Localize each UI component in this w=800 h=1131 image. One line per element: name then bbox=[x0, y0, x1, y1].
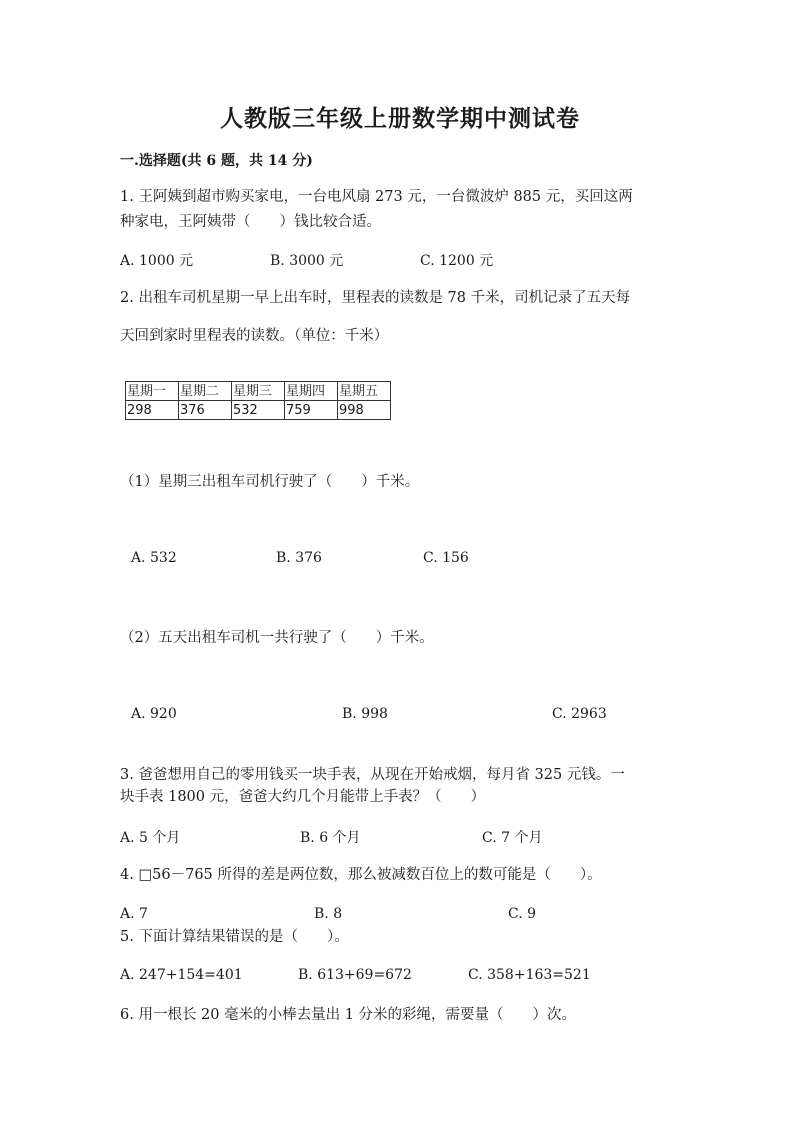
question-4-option-c: C. 9 bbox=[508, 906, 537, 922]
question-2-sub-1: （1）星期三出租车司机行驶了（ ）千米。 bbox=[120, 474, 420, 490]
table-header-row bbox=[126, 382, 391, 401]
table-header-cell: 星期一 bbox=[126, 382, 179, 401]
question-2-sub-2-option-b: B. 998 bbox=[342, 706, 388, 722]
question-4-option-a: A. 7 bbox=[120, 906, 148, 922]
table-cell: 532 bbox=[232, 401, 285, 420]
question-5-option-a: A. 247+154=401 bbox=[120, 967, 243, 983]
question-5-option-b: B. 613+69=672 bbox=[298, 967, 412, 983]
table-cell: 298 bbox=[126, 401, 179, 420]
table-cell: 759 bbox=[285, 401, 338, 420]
question-4-line-1: 4. □56－765 所得的差是两位数，那么被减数百位上的数可能是（ ）。 bbox=[120, 867, 602, 883]
question-1-line-2: 种家电，王阿姨带（ ）钱比较合适。 bbox=[120, 214, 381, 230]
mileage-table bbox=[125, 381, 391, 420]
question-4-option-b: B. 8 bbox=[314, 906, 343, 922]
page-title: 人教版三年级上册数学期中测试卷 bbox=[220, 105, 580, 132]
table-cell: 998 bbox=[338, 401, 391, 420]
question-2-line-1: 2. 出租车司机星期一早上出车时，里程表的读数是 78 千米，司机记录了五天每 bbox=[120, 290, 631, 306]
table-cell: 376 bbox=[179, 401, 232, 420]
section-heading: 一.选择题(共 6 题，共 14 分) bbox=[120, 153, 313, 169]
question-2-sub-2-option-a: A. 920 bbox=[131, 706, 177, 722]
question-2-sub-1-option-a: A. 532 bbox=[131, 550, 177, 566]
question-3-line-1: 3. 爸爸想用自己的零用钱买一块手表，从现在开始戒烟，每月省 325 元钱。一 bbox=[120, 767, 625, 783]
question-1-line-1: 1. 王阿姨到超市购买家电，一台电风扇 273 元，一台微波炉 885 元，买回这两 bbox=[120, 189, 633, 205]
table-header-cell: 星期五 bbox=[338, 382, 391, 401]
question-2-sub-2-option-c: C. 2963 bbox=[552, 706, 607, 722]
table-header-cell: 星期三 bbox=[232, 382, 285, 401]
question-5-line-1: 5. 下面计算结果错误的是（ ）。 bbox=[120, 929, 349, 945]
question-3-option-a: A. 5 个月 bbox=[120, 830, 181, 846]
question-1-option-a: A. 1000 元 bbox=[120, 253, 194, 269]
question-2-line-2: 天回到家时里程表的读数。（单位：千米） bbox=[120, 328, 389, 344]
table-row bbox=[126, 401, 391, 420]
question-2-sub-1-option-c: C. 156 bbox=[423, 550, 469, 566]
question-1-option-b: B. 3000 元 bbox=[270, 253, 344, 269]
table-header-cell: 星期二 bbox=[179, 382, 232, 401]
question-3-option-b: B. 6 个月 bbox=[300, 830, 361, 846]
question-2-sub-2: （2）五天出租车司机一共行驶了（ ）千米。 bbox=[120, 630, 434, 646]
question-3-line-2: 块手表 1800 元，爸爸大约几个月能带上手表？（ ） bbox=[120, 789, 486, 805]
question-3-option-c: C. 7 个月 bbox=[482, 830, 543, 846]
question-6-line-1: 6. 用一根长 20 毫米的小棒去量出 1 分米的彩绳，需要量（ ）次。 bbox=[120, 1007, 577, 1023]
question-5-option-c: C. 358+163=521 bbox=[468, 967, 591, 983]
question-2-sub-1-option-b: B. 376 bbox=[276, 550, 322, 566]
table-header-cell: 星期四 bbox=[285, 382, 338, 401]
question-1-option-c: C. 1200 元 bbox=[420, 253, 494, 269]
